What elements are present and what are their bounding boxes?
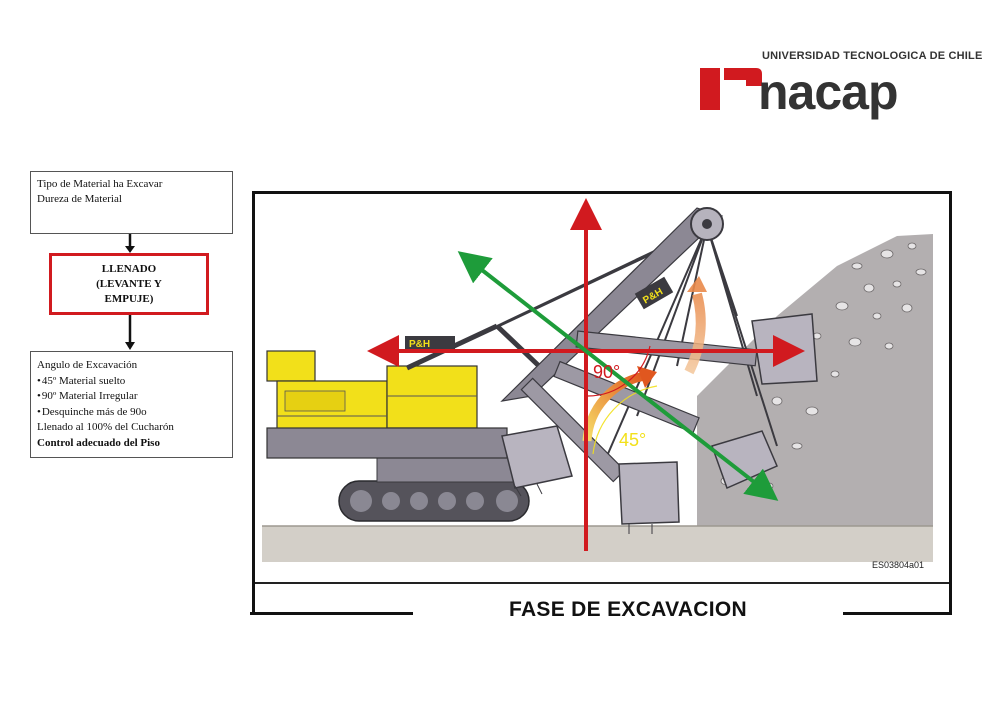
lower-frame xyxy=(377,458,527,482)
flow-arrow-2 xyxy=(124,315,136,351)
brand-label-boom: P&H xyxy=(641,286,666,307)
inacap-logo-mark xyxy=(700,56,925,120)
flow-bullet: • Desquinche más de 90o xyxy=(37,405,226,421)
panel-bottom-border-right xyxy=(843,612,952,615)
inacap-logo xyxy=(700,50,983,120)
flow-box-angulo-line: Llenado al 100% del Cucharón xyxy=(37,421,174,433)
flow-box-material xyxy=(30,171,233,234)
crawler-tracks xyxy=(339,481,529,521)
flow-bullet: • 90º Material Irregular xyxy=(37,389,226,405)
flow-arrow-1 xyxy=(124,234,136,254)
flow-bullet: • 45º Material suelto xyxy=(37,374,226,390)
flow-box-angulo-title: Angulo de Excavación xyxy=(37,359,138,371)
logo-wordmark: nacap xyxy=(758,64,898,120)
flow-box-llenado-line: EMPUJE) xyxy=(104,293,154,305)
flow-box-llenado xyxy=(49,253,209,315)
panel-separator xyxy=(255,582,949,584)
machine-house xyxy=(267,351,507,458)
brand-label-house: P&H xyxy=(409,339,431,350)
flow-box-angulo-bold-line: Control adecuado del Piso xyxy=(37,436,160,449)
flow-box-llenado-line: (LEVANTE Y xyxy=(96,278,162,290)
angle-90-label: 90° xyxy=(593,362,621,382)
slide-caption: FASE DE EXCAVACION xyxy=(509,598,747,621)
logo-subtitle: UNIVERSIDAD TECNOLOGICA DE CHILE xyxy=(762,50,983,62)
flow-box-llenado-line: LLENADO xyxy=(101,263,157,275)
diagonal-arrow-upper xyxy=(464,256,586,351)
panel-bottom-border-left xyxy=(250,612,413,615)
ground xyxy=(262,526,933,562)
flow-box-material-line: Dureza de Material xyxy=(37,193,122,205)
angle-45-label: 45° xyxy=(619,430,647,450)
flow-box-angulo xyxy=(30,351,233,458)
figure-code: ES03804a01 xyxy=(872,560,925,570)
flow-box-material-line: Tipo de Material ha Excavar xyxy=(37,178,163,190)
excavator-diagram xyxy=(257,196,947,580)
